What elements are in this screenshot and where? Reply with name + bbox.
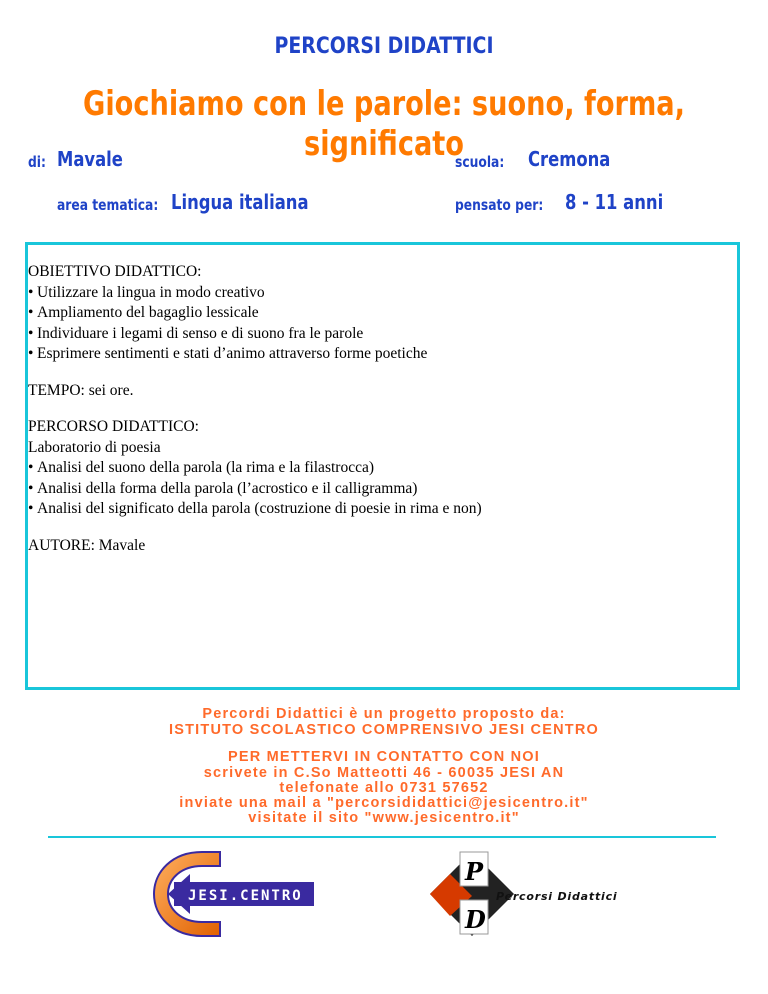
objectives-section: [28, 262, 728, 365]
contact-line-4: inviate una mail a "percorsididattici@jesicentro.it": [179, 795, 589, 811]
pd-letter-p: P: [465, 857, 484, 886]
objectives-heading: OBIETTIVO DIDATTICO:: [28, 263, 202, 280]
time-line: TEMPO: sei ore.: [28, 381, 134, 399]
path-heading: PERCORSO DIDATTICO:: [28, 418, 199, 435]
author-label: di:: [28, 153, 46, 171]
section-title: PERCORSI DIDATTICI: [274, 34, 494, 59]
area-label: area tematica:: [57, 196, 159, 214]
percorsi-didattici-logo: [428, 850, 618, 938]
list-item: • Esprimere sentimenti e stati d’animo attraverso forme poetiche: [28, 344, 728, 365]
page-title: Giochiamo con le parole: suono, forma, significato: [82, 84, 685, 164]
area-value: Lingua italiana: [171, 190, 309, 214]
list-item: • Individuare i legami di senso e di suono fra le parole: [28, 324, 728, 345]
list-item: • Analisi della forma della parola (l’acrostico e il calligramma): [28, 479, 728, 500]
list-item: • Utilizzare la lingua in modo creativo: [28, 283, 728, 304]
school-value: Cremona: [528, 147, 611, 171]
project-line-2: ISTITUTO SCOLASTICO COMPRENSIVO JESI CENTRO: [169, 722, 599, 738]
list-item: • Ampliamento del bagaglio lessicale: [28, 303, 728, 324]
contact-line-3: telefonate allo 0731 57652: [279, 780, 489, 796]
jesi-centro-logo: [150, 848, 325, 940]
jesi-logo-text: JESI.CENTRO: [188, 888, 303, 904]
list-item: • Analisi del significato della parola (costruzione di poesie in rima e non): [28, 499, 728, 520]
contact-line-5: visitate il sito "www.jesicentro.it": [248, 810, 520, 826]
author-line: AUTORE: Mavale: [28, 536, 146, 554]
contact-line-1: PER METTERVI IN CONTATTO CON NOI: [227, 749, 541, 765]
audience-value: 8 - 11 anni: [565, 190, 664, 214]
school-label: scuola:: [455, 153, 505, 171]
footer-divider: [48, 836, 716, 838]
list-item: • Analisi del suono della parola (la rima e la filastrocca): [28, 458, 728, 479]
author-section: [28, 536, 728, 557]
content-body: [28, 262, 728, 572]
project-line-1: Percordi Didattici è un progetto proposto da:: [202, 706, 566, 722]
time-section: [28, 381, 728, 402]
path-subheading: Laboratorio di poesia: [28, 438, 161, 456]
author-value: Mavale: [57, 147, 123, 171]
pd-letter-d: D: [465, 905, 486, 934]
path-section: [28, 417, 728, 520]
audience-label: pensato per:: [455, 196, 544, 214]
contact-line-2: scrivete in C.So Matteotti 46 - 60035 JESI AN: [203, 765, 565, 781]
pd-caption: Percorsi Didattici: [496, 890, 618, 903]
